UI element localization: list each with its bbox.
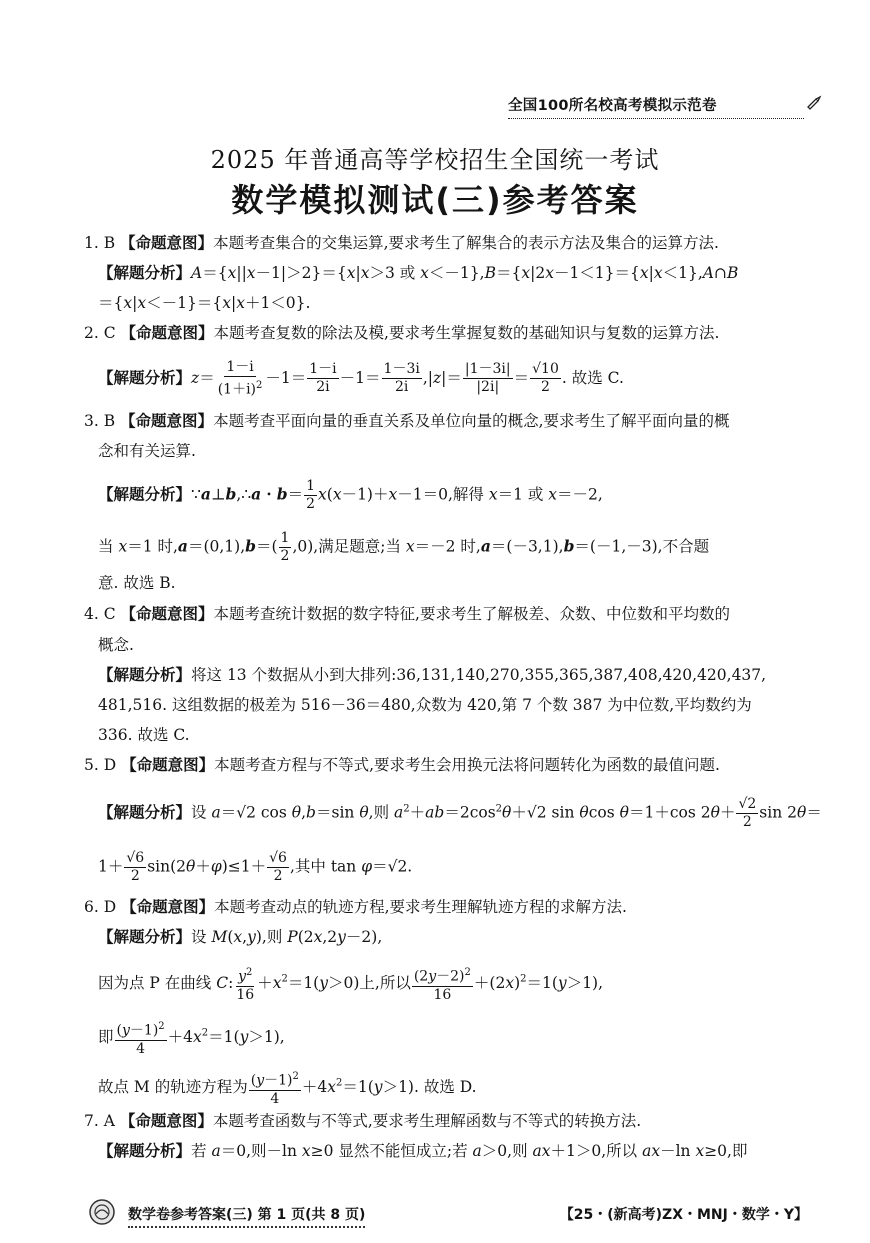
q3-analysis-cont: 当 x＝1 时,a＝(0,1),b＝( $\frac{1}{2}$ ,0),满足题意;当 x＝－2 时,a＝(－3,1),b＝(－1,－3),不合题 [98, 530, 710, 564]
school-emblem-icon [88, 1198, 116, 1226]
exam-title: 2025 年普通高等学校招生全国统一考试 [210, 146, 660, 174]
q3-analysis: 【解题分析】∵a⊥b,∴a・b＝ $\frac{1}{2}$ x(x－1)＋x－1＝0,解得 x＝1 或 x＝－2, [98, 478, 603, 512]
q6-analysis: 【解题分析】设 M(x,y),则 P(2x,2y－2), [98, 928, 383, 946]
answer-key-title: 数学模拟测试(三)参考答案 [231, 181, 639, 219]
q4-intent: 4. C 【命题意图】本题考查统计数据的数字特征,要求考生了解极差、众数、中位数和平均数的 [84, 605, 730, 623]
q2-analysis: 【解题分析】z＝ $\frac{1-i}{(1+i)^2}$ －1＝ $\frac{1-i}{2i}$ －1＝ $\frac{1-3i}{2i}$ ,|z|＝ $\frac{|1-3i|}{|2i|}$ ＝ $\frac{√10}{2}$ . 故选 C. [98, 359, 624, 398]
series-brand: 全国100所名校高考模拟示范卷 [508, 94, 804, 119]
q5-analysis-cont: 1＋ $\frac{√6}{2}$ sin(2θ＋φ)≤1＋ $\frac{√6}{2}$ ,其中 tan φ＝√2. [98, 850, 413, 884]
q7-intent: 7. A 【命题意图】本题考查函数与不等式,要求考生理解函数与不等式的转换方法. [84, 1112, 642, 1130]
q3-intent-cont: 念和有关运算. [98, 442, 196, 460]
q3-intent: 3. B 【命题意图】本题考查平面向量的垂直关系及单位向量的概念,要求考生了解平面向量的概 [84, 412, 730, 430]
q1-analysis: 【解题分析】A＝{x||x－1|＞2}＝{x|x＞3 或 x＜－1},B＝{x|2x－1＜1}＝{x|x＜1},A∩B [98, 264, 739, 282]
q4-conclusion: 336. 故选 C. [98, 726, 190, 744]
q5-intent: 5. D 【命题意图】本题考查方程与不等式,要求考生会用换元法将问题转化为函数的最值问题. [84, 756, 720, 774]
q6-analysis-simplify: 即 $\frac{(y-1)^2}{4}$ $+4x^2=1(y>1)$, [98, 1018, 285, 1058]
q3-conclusion: 意. 故选 B. [98, 574, 176, 592]
q1-analysis-cont: ＝{x|x＜－1}＝{x|x＋1＜0}. [98, 294, 311, 312]
q6-analysis-curve: 因为点 P 在曲线 C: $\frac{y^2}{16}$ $+x^2=1(y>0)$上,所以 $\frac{(2y-2)^2}{16}$ $+(2x)^2=1(y>1)$, [98, 964, 603, 1004]
q5-analysis: 【解题分析】设 a＝√2 cos θ,b＝sin θ,则 $a^2+ab=2\cos^2\theta+√2$ sin θcos θ＝1＋cos 2θ＋ $\frac{√2}{2}$ sin 2θ＝ [98, 796, 822, 830]
footer-code: 【25・(新高考)ZX・MNJ・数学・Y】 [559, 1207, 808, 1223]
footer-page-info: 数学卷参考答案(三) 第 1 页(共 8 页) [128, 1204, 365, 1228]
pen-nib-icon [806, 93, 824, 111]
q4-analysis-cont: 481,516. 这组数据的极差为 516－36＝480,众数为 420,第 7 个数 387 为中位数,平均数约为 [98, 696, 752, 714]
q7-analysis: 【解题分析】若 a＝0,则－ln x≥0 显然不能恒成立;若 a＞0,则 ax＋1＞0,所以 ax－ln x≥0,即 [98, 1142, 748, 1160]
q1-intent: 1. B 【命题意图】本题考查集合的交集运算,要求考生了解集合的表示方法及集合的运算方法. [84, 234, 719, 252]
q2-intent: 2. C 【命题意图】本题考查复数的除法及模,要求考生掌握复数的基础知识与复数的运算方法. [84, 324, 720, 342]
q6-intent: 6. D 【命题意图】本题考查动点的轨迹方程,要求考生理解轨迹方程的求解方法. [84, 898, 627, 916]
q4-analysis: 【解题分析】将这 13 个数据从小到大排列:36,131,140,270,355,365,387,408,420,420,437, [98, 666, 767, 684]
q4-intent-cont: 概念. [98, 636, 134, 654]
q6-conclusion: 故点 M 的轨迹方程为 $\frac{(y-1)^2}{4}$ $+4x^2=1(y>1)$. 故选 D. [98, 1068, 477, 1108]
